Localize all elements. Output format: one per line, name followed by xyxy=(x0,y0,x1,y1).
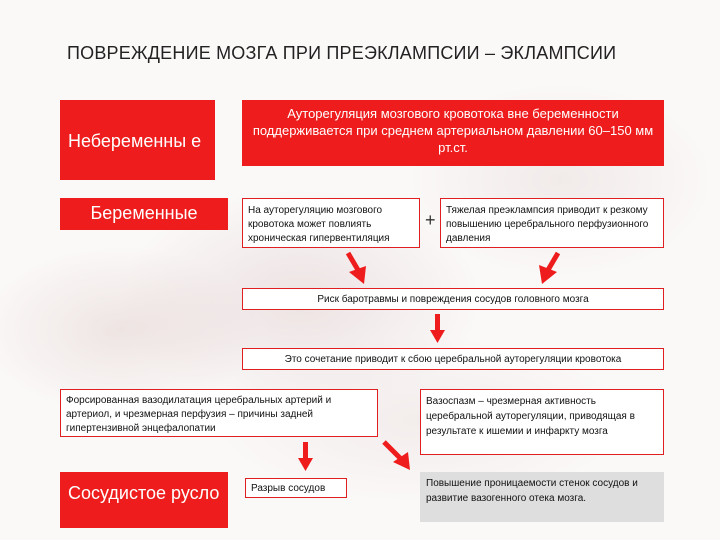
preeclampsia-text: Тяжелая преэклампсия приводит к резкому повышению церебрального перфузионного давления xyxy=(446,205,649,244)
rupture-text: Разрыв сосудов xyxy=(251,483,326,494)
vasodilation-text: Форсированная вазодилатация церебральных артерий и артериол, и чрезмерная перфузия – причины задней гипертензивной энцефалопатии xyxy=(66,395,332,434)
plus-sign: + xyxy=(425,210,436,230)
label-pregnant-text: Беременные xyxy=(90,203,198,223)
label-nonpregnant-text: Небеременны е xyxy=(68,131,202,151)
arrow-hyperventilation-to-risk xyxy=(348,253,366,284)
autoregulation-text: Ауторегуляция мозгового кровотока вне беременности поддерживается при среднем артериальном давлении 60–150 мм рт.ст. xyxy=(252,106,654,155)
arrow-risk-to-combination xyxy=(430,314,445,343)
vasospasm-text: Вазоспазм – чрезмерная активность церебральной ауторегуляции, приводящая в результате к ишемии и инфаркту мозга xyxy=(426,396,635,437)
arrow-combination-to-vasodilation xyxy=(298,442,313,471)
label-vascular-text: Сосудистое русло xyxy=(68,483,220,503)
page-title: ПОВРЕЖДЕНИЕ МОЗГА ПРИ ПРЕЭКЛАМПСИИ – ЭКЛАМПСИИ xyxy=(67,43,617,63)
permeability-text: Повышение проницаемости стенок сосудов и развитие вазогенного отека мозга. xyxy=(426,478,638,504)
risk-text: Риск баротравмы и повреждения сосудов головного мозга xyxy=(317,294,589,305)
hyperventilation-text: На ауторегуляцию мозгового кровотока может повлиять хроническая гипервентиляция xyxy=(248,205,390,244)
combination-text: Это сочетание приводит к сбою церебральной ауторегуляции кровотока xyxy=(284,354,622,365)
arrow-preeclampsia-to-risk xyxy=(539,253,558,284)
arrow-vasodilation-to-permeability xyxy=(384,442,410,470)
